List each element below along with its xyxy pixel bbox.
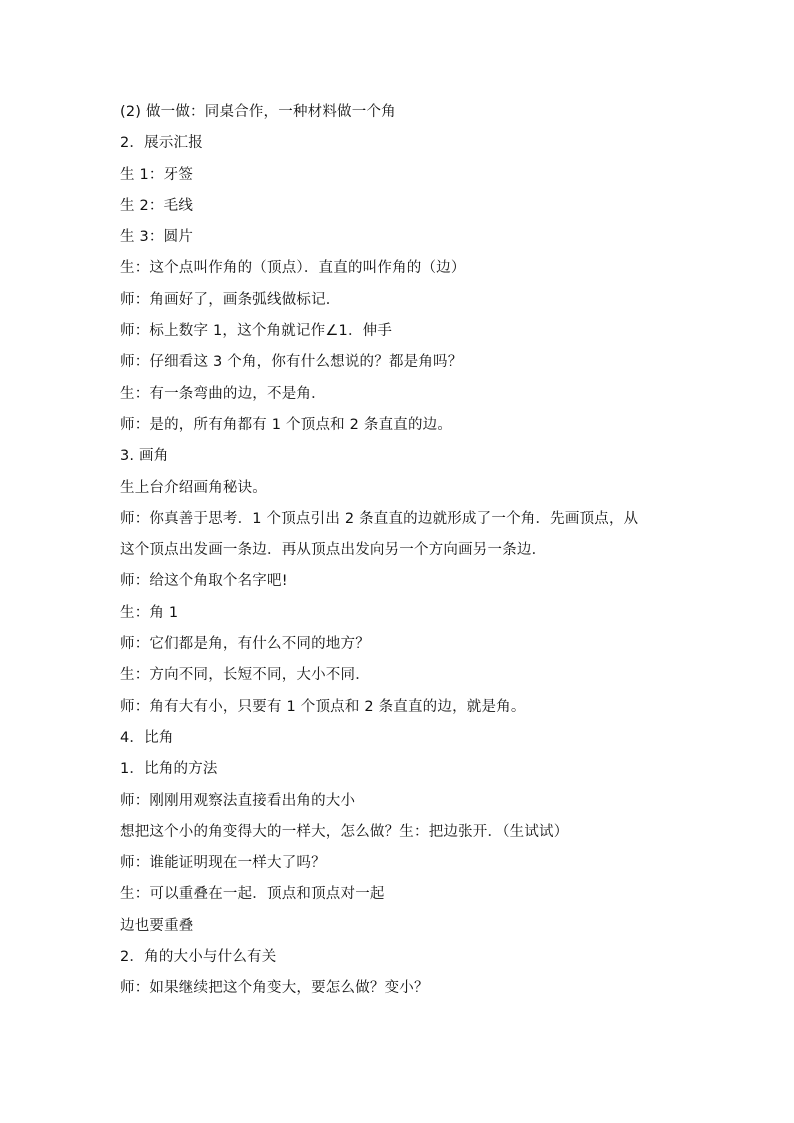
text-line: 师：刚刚用观察法直接看出角的大小 bbox=[120, 792, 356, 809]
text-line: 师：你真善于思考．1 个顶点引出 2 条直直的边就形成了一个角．先画顶点，从 bbox=[120, 510, 639, 527]
text-line: 想把这个小的角变得大的一样大，怎么做？生：把边张开．（生试试） bbox=[120, 823, 569, 840]
text-line: 师：如果继续把这个角变大，要怎么做？变小？ bbox=[120, 980, 429, 997]
text-line: 生 3：圆片 bbox=[120, 229, 194, 246]
section-heading: 3. 画角 bbox=[120, 448, 169, 465]
text-line: 师：角有大有小，只要有 1 个顶点和 2 条直直的边，就是角。 bbox=[120, 698, 526, 715]
text-line: 师：是的，所有角都有 1 个顶点和 2 条直直的边。 bbox=[120, 416, 453, 433]
text-line: 师：仔细看这 3 个角，你有什么想说的？都是角吗？ bbox=[120, 354, 463, 371]
text-line: (2) 做一做：同桌合作，一种材料做一个角 bbox=[120, 104, 396, 120]
text-line: 师：给这个角取个名字吧! bbox=[120, 573, 288, 590]
text-line: 生 2：毛线 bbox=[120, 197, 194, 214]
text-line: 师：它们都是角，有什么不同的地方？ bbox=[120, 636, 370, 653]
text-line: 生：这个点叫作角的（顶点）．直直的叫作角的（边） bbox=[120, 260, 466, 277]
document-body bbox=[120, 97, 680, 1005]
text-line: 师：角画好了，画条弧线做标记． bbox=[120, 291, 341, 308]
text-line: 边也要重叠 bbox=[120, 917, 194, 934]
subsection-heading: 1．比角的方法 bbox=[120, 761, 218, 778]
text-line: 生 1：牙签 bbox=[120, 166, 194, 183]
text-line: 生上台介绍画角秘诀。 bbox=[120, 479, 267, 496]
section-heading: 4．比角 bbox=[120, 729, 174, 746]
text-line: 生：有一条弯曲的边，不是角． bbox=[120, 385, 326, 402]
text-line: 生：角 1 bbox=[120, 604, 179, 621]
section-heading: 2．展示汇报 bbox=[120, 135, 203, 152]
text-line: 师：标上数字 1，这个角就记作∠1．伸手 bbox=[120, 323, 393, 340]
text-line: 生：方向不同，长短不同，大小不同． bbox=[120, 667, 370, 684]
subsection-heading: 2．角的大小与什么有关 bbox=[120, 949, 277, 966]
text-line: 生：可以重叠在一起．顶点和顶点对一起 bbox=[120, 886, 385, 903]
text-line: 这个顶点出发画一条边．再从顶点出发向另一个方向画另一条边． bbox=[120, 542, 547, 559]
text-line: 师：谁能证明现在一样大了吗？ bbox=[120, 855, 326, 872]
